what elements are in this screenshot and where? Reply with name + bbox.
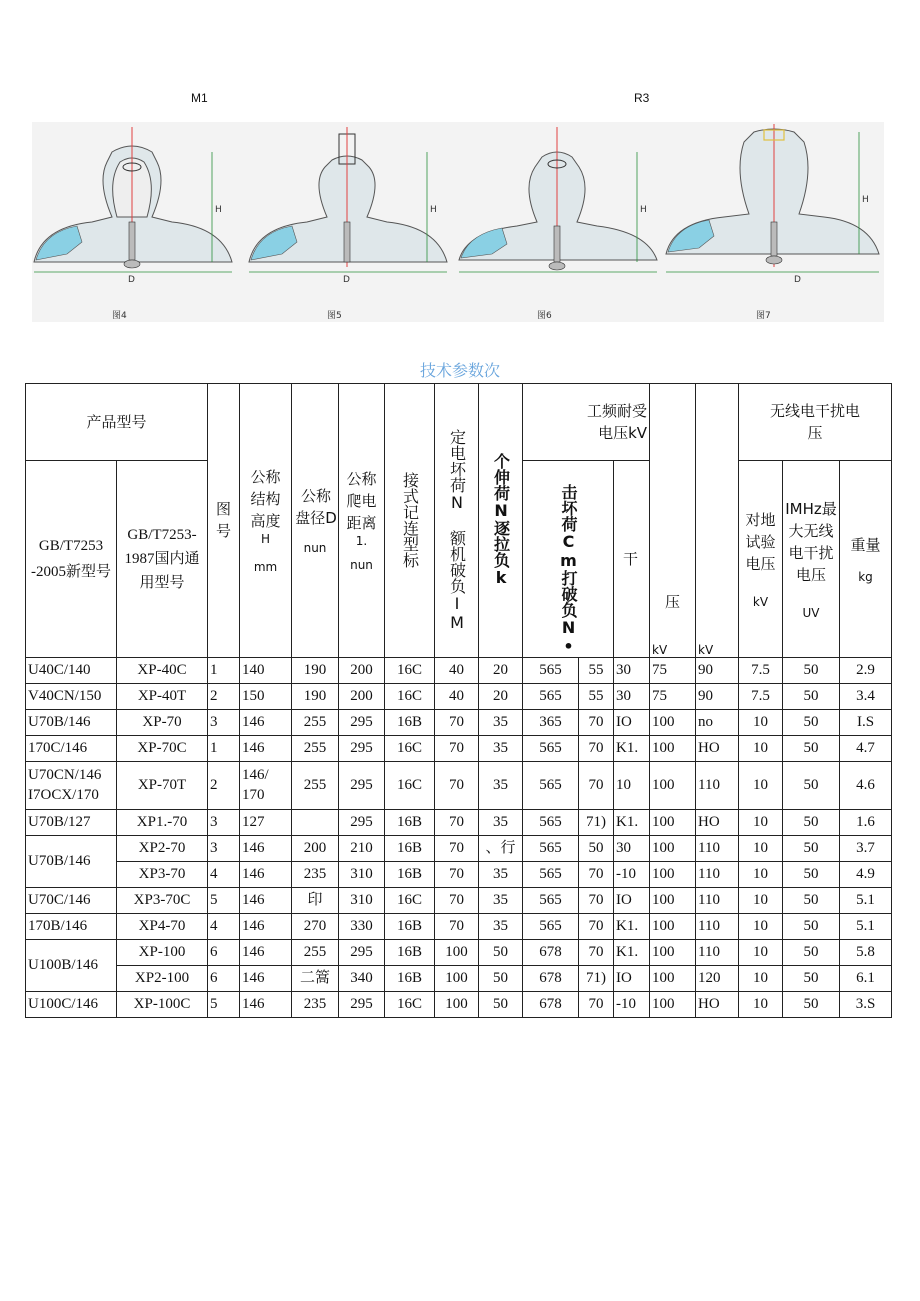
table-cell-b: XP3-70C [117, 887, 208, 913]
table-cell-l: IO [614, 887, 650, 913]
table-cell-f: 295 [339, 809, 385, 835]
header-radio-interference: 无线电干扰电压 [739, 384, 892, 461]
table-cell-m: 100 [650, 991, 696, 1017]
table-cell-o: 10 [739, 861, 783, 887]
table-cell-j: 565 [523, 735, 579, 761]
table-cell-a: U70B/146 [26, 835, 117, 887]
table-cell-n: 110 [696, 861, 739, 887]
header-figure-no: 图号 [208, 384, 240, 658]
header-wet: 干 [614, 461, 650, 657]
caption-fig6: 图6 [537, 311, 552, 321]
table-cell-n: 110 [696, 887, 739, 913]
table-cell-q: 4.9 [840, 861, 892, 887]
table-row [26, 913, 892, 939]
table-cell-e: 190 [292, 683, 339, 709]
table-cell-h: 70 [435, 887, 479, 913]
table-cell-c: 1 [208, 657, 240, 683]
insulator-figures [32, 122, 884, 322]
dim-h-5: H [430, 205, 437, 215]
table-cell-e: 200 [292, 835, 339, 861]
table-cell-i: 50 [479, 939, 523, 965]
table-cell-o: 10 [739, 913, 783, 939]
table-row [26, 683, 892, 709]
table-cell-k: 71) [579, 965, 614, 991]
table-cell-q: 1.6 [840, 809, 892, 835]
dim-h-7: H [862, 195, 869, 205]
table-cell-g: 16B [385, 965, 435, 991]
table-cell-j: 678 [523, 965, 579, 991]
table-cell-a: U100B/146 [26, 939, 117, 991]
table-cell-p: 50 [783, 965, 840, 991]
table-cell-n: 110 [696, 913, 739, 939]
table-cell-k: 70 [579, 735, 614, 761]
table-cell-f: 210 [339, 835, 385, 861]
header-power-freq: 工频耐受电压kV [523, 384, 650, 461]
table-cell-g: 16C [385, 735, 435, 761]
table-cell-i: 35 [479, 709, 523, 735]
table-cell-c: 2 [208, 761, 240, 809]
table-cell-o: 10 [739, 761, 783, 809]
table-cell-l: 30 [614, 835, 650, 861]
table-row [26, 991, 892, 1017]
table-cell-b: XP2-70 [117, 835, 208, 861]
table-cell-i: 、行 [479, 835, 523, 861]
table-cell-c: 4 [208, 913, 240, 939]
table-cell-m: 100 [650, 913, 696, 939]
table-cell-f: 330 [339, 913, 385, 939]
table-cell-h: 100 [435, 939, 479, 965]
header-diameter: 公称盘径D nun [292, 384, 339, 658]
table-cell-d: 146 [240, 939, 292, 965]
table-cell-a: U100C/146 [26, 991, 117, 1017]
table-cell-c: 3 [208, 835, 240, 861]
table-cell-h: 70 [435, 861, 479, 887]
table-cell-d: 146 [240, 735, 292, 761]
insulator-drawings [32, 122, 884, 322]
table-cell-k: 70 [579, 913, 614, 939]
table-cell-p: 50 [783, 761, 840, 809]
table-cell-h: 100 [435, 991, 479, 1017]
table-cell-o: 10 [739, 735, 783, 761]
table-row [26, 965, 892, 991]
table-cell-f: 295 [339, 939, 385, 965]
table-cell-n: 110 [696, 835, 739, 861]
table-cell-e: 255 [292, 709, 339, 735]
table-cell-p: 50 [783, 735, 840, 761]
table-row [26, 735, 892, 761]
dim-d-5: D [343, 275, 350, 285]
table-cell-a: U70B/146 [26, 709, 117, 735]
table-cell-e: 255 [292, 939, 339, 965]
table-cell-k: 55 [579, 657, 614, 683]
table-cell-n: 90 [696, 657, 739, 683]
header-coupling: 接式记连型标 [385, 384, 435, 658]
table-cell-k: 55 [579, 683, 614, 709]
table-cell-c: 3 [208, 709, 240, 735]
table-row [26, 861, 892, 887]
table-cell-g: 16B [385, 809, 435, 835]
table-cell-b: XP-70T [117, 761, 208, 809]
table-cell-k: 70 [579, 991, 614, 1017]
table-row [26, 657, 892, 683]
table-cell-d: 146 [240, 709, 292, 735]
table-cell-q: 3.4 [840, 683, 892, 709]
table-cell-e: 255 [292, 761, 339, 809]
table-cell-q: 4.7 [840, 735, 892, 761]
table-cell-c: 5 [208, 887, 240, 913]
table-cell-m: 100 [650, 861, 696, 887]
table-cell-n: 90 [696, 683, 739, 709]
table-cell-j: 678 [523, 991, 579, 1017]
header-tension: 个伸荷N逐拉负k [479, 384, 523, 658]
table-cell-c: 1 [208, 735, 240, 761]
table-cell-d: 146 [240, 965, 292, 991]
table-cell-d: 127 [240, 809, 292, 835]
table-cell-f: 340 [339, 965, 385, 991]
table-cell-p: 50 [783, 887, 840, 913]
table-cell-l: K1. [614, 809, 650, 835]
table-cell-m: 100 [650, 965, 696, 991]
table-cell-h: 70 [435, 835, 479, 861]
table-cell-b: XP4-70 [117, 913, 208, 939]
table-cell-f: 200 [339, 657, 385, 683]
table-cell-b: XP-100C [117, 991, 208, 1017]
table-cell-e: 印 [292, 887, 339, 913]
table-cell-a: 170C/146 [26, 735, 117, 761]
table-row [26, 835, 892, 861]
figure-label-m1: M1 [191, 91, 208, 105]
table-cell-l: IO [614, 709, 650, 735]
dim-d-7: D [794, 275, 801, 285]
table-cell-g: 16B [385, 861, 435, 887]
table-cell-m: 100 [650, 887, 696, 913]
table-cell-f: 200 [339, 683, 385, 709]
table-cell-n: 110 [696, 761, 739, 809]
table-cell-l: 30 [614, 657, 650, 683]
header-gb1987: GB/T7253-1987国内通用型号 [117, 461, 208, 658]
table-cell-k: 50 [579, 835, 614, 861]
table-cell-o: 7.5 [739, 657, 783, 683]
header-gb2005: GB/T7253 -2005新型号 [26, 461, 117, 658]
figure-label-r3: R3 [634, 91, 650, 105]
header-mhz: IMHz最大无线电干扰电压 UV [783, 461, 840, 658]
table-cell-m: 100 [650, 835, 696, 861]
dim-h-4: H [215, 205, 222, 215]
header-pressure: 压 kV [650, 384, 696, 658]
dim-h-6: H [640, 205, 647, 215]
table-cell-n: no [696, 709, 739, 735]
table-cell-o: 10 [739, 887, 783, 913]
table-cell-d: 140 [240, 657, 292, 683]
table-cell-b: XP-40T [117, 683, 208, 709]
table-cell-d: 150 [240, 683, 292, 709]
table-cell-h: 70 [435, 735, 479, 761]
table-cell-a: U70C/146 [26, 887, 117, 913]
table-cell-g: 16C [385, 657, 435, 683]
table-cell-q: 5.8 [840, 939, 892, 965]
table-cell-f: 295 [339, 761, 385, 809]
table-row [26, 709, 892, 735]
table-cell-q: I.S [840, 709, 892, 735]
table-cell-m: 100 [650, 709, 696, 735]
tech-params-table [25, 383, 892, 1018]
table-cell-m: 100 [650, 809, 696, 835]
table-cell-i: 35 [479, 861, 523, 887]
caption-fig5: 图5 [327, 311, 342, 321]
table-cell-a: U40C/140 [26, 657, 117, 683]
table-cell-d: 146 [240, 913, 292, 939]
table-cell-q: 2.9 [840, 657, 892, 683]
table-cell-e: 255 [292, 735, 339, 761]
table-cell-e: 二篙 [292, 965, 339, 991]
table-cell-k: 70 [579, 861, 614, 887]
table-cell-j: 565 [523, 683, 579, 709]
header-creepage: 公称爬电距离 1. nun [339, 384, 385, 658]
table-cell-b: XP3-70 [117, 861, 208, 887]
table-cell-h: 40 [435, 683, 479, 709]
table-cell-n: HO [696, 735, 739, 761]
table-cell-h: 70 [435, 761, 479, 809]
table-cell-h: 70 [435, 709, 479, 735]
table-cell-k: 70 [579, 939, 614, 965]
table-cell-c: 6 [208, 939, 240, 965]
header-product-model: 产品型号 [26, 384, 208, 461]
table-cell-n: HO [696, 809, 739, 835]
table-cell-i: 35 [479, 887, 523, 913]
header-kv: kV [696, 384, 739, 658]
table-cell-f: 295 [339, 709, 385, 735]
table-cell-b: XP-70C [117, 735, 208, 761]
table-cell-i: 50 [479, 965, 523, 991]
table-cell-e: 235 [292, 991, 339, 1017]
table-cell-p: 50 [783, 835, 840, 861]
caption-fig4: 图4 [112, 311, 127, 321]
table-cell-k: 70 [579, 709, 614, 735]
caption-fig7: 图7 [756, 311, 771, 321]
table-cell-i: 35 [479, 809, 523, 835]
table-cell-g: 16B [385, 939, 435, 965]
table-cell-c: 3 [208, 809, 240, 835]
table-cell-j: 678 [523, 939, 579, 965]
table-cell-l: 30 [614, 683, 650, 709]
dim-d-4: D [128, 275, 135, 285]
table-cell-g: 16C [385, 761, 435, 809]
table-cell-l: -10 [614, 861, 650, 887]
table-cell-l: 10 [614, 761, 650, 809]
table-cell-m: 100 [650, 761, 696, 809]
table-cell-j: 565 [523, 887, 579, 913]
table-cell-o: 10 [739, 965, 783, 991]
table-cell-o: 10 [739, 991, 783, 1017]
table-row [26, 887, 892, 913]
table-cell-c: 6 [208, 965, 240, 991]
table-cell-k: 70 [579, 761, 614, 809]
table-cell-f: 310 [339, 887, 385, 913]
table-cell-h: 70 [435, 913, 479, 939]
table-cell-g: 16C [385, 991, 435, 1017]
table-body [26, 657, 892, 1017]
header-weight: 重量 kg [840, 461, 892, 658]
table-cell-m: 75 [650, 657, 696, 683]
table-cell-a: U70CN/146 I7OCX/170 [26, 761, 117, 809]
table-cell-o: 7.5 [739, 683, 783, 709]
table-cell-q: 4.6 [840, 761, 892, 809]
table-cell-g: 16C [385, 887, 435, 913]
table-cell-j: 565 [523, 861, 579, 887]
table-cell-f: 310 [339, 861, 385, 887]
table-cell-q: 5.1 [840, 887, 892, 913]
table-cell-o: 10 [739, 809, 783, 835]
table-cell-i: 35 [479, 735, 523, 761]
table-cell-g: 16B [385, 913, 435, 939]
table-cell-p: 50 [783, 809, 840, 835]
table-cell-b: XP-40C [117, 657, 208, 683]
table-cell-q: 3.7 [840, 835, 892, 861]
table-cell-l: K1. [614, 735, 650, 761]
table-cell-d: 146 [240, 991, 292, 1017]
table-cell-p: 50 [783, 939, 840, 965]
table-cell-d: 146 [240, 887, 292, 913]
table-cell-j: 565 [523, 835, 579, 861]
table-cell-m: 100 [650, 735, 696, 761]
header-ground-test: 对地试验电压 kV [739, 461, 783, 658]
table-cell-m: 100 [650, 939, 696, 965]
table-cell-b: XP-100 [117, 939, 208, 965]
table-cell-j: 565 [523, 761, 579, 809]
table-cell-d: 146 [240, 835, 292, 861]
table-cell-f: 295 [339, 735, 385, 761]
table-cell-h: 40 [435, 657, 479, 683]
table-cell-p: 50 [783, 709, 840, 735]
table-cell-j: 365 [523, 709, 579, 735]
table-cell-e: 270 [292, 913, 339, 939]
table-cell-q: 5.1 [840, 913, 892, 939]
header-impact: 击坏荷Cm打破负N• [523, 461, 614, 658]
table-cell-o: 10 [739, 835, 783, 861]
table-cell-g: 16B [385, 709, 435, 735]
table-cell-p: 50 [783, 991, 840, 1017]
table-cell-b: XP2-100 [117, 965, 208, 991]
table-cell-c: 4 [208, 861, 240, 887]
table-cell-i: 20 [479, 657, 523, 683]
table-cell-l: K1. [614, 939, 650, 965]
table-cell-e [292, 809, 339, 835]
table-cell-e: 190 [292, 657, 339, 683]
table-cell-k: 70 [579, 887, 614, 913]
table-cell-i: 35 [479, 913, 523, 939]
table-cell-l: -10 [614, 991, 650, 1017]
table-cell-n: 110 [696, 939, 739, 965]
table-cell-j: 565 [523, 913, 579, 939]
table-cell-o: 10 [739, 939, 783, 965]
table-cell-c: 2 [208, 683, 240, 709]
table-cell-l: K1. [614, 913, 650, 939]
table-cell-j: 565 [523, 657, 579, 683]
table-row [26, 809, 892, 835]
table-cell-a: V40CN/150 [26, 683, 117, 709]
header-height: 公称结构高度 H mm [240, 384, 292, 658]
table-cell-d: 146 [240, 861, 292, 887]
table-cell-o: 10 [739, 709, 783, 735]
table-cell-n: 120 [696, 965, 739, 991]
table-row [26, 939, 892, 965]
table-cell-f: 295 [339, 991, 385, 1017]
table-title: 技术参数次 [419, 361, 500, 380]
table-cell-b: XP-70 [117, 709, 208, 735]
table-cell-e: 235 [292, 861, 339, 887]
table-row [26, 761, 892, 809]
table-cell-a: 170B/146 [26, 913, 117, 939]
table-cell-j: 565 [523, 809, 579, 835]
table-cell-d: 146/ 170 [240, 761, 292, 809]
table-cell-p: 50 [783, 657, 840, 683]
table-cell-i: 35 [479, 761, 523, 809]
table-cell-i: 20 [479, 683, 523, 709]
table-cell-i: 50 [479, 991, 523, 1017]
table-cell-m: 75 [650, 683, 696, 709]
table-cell-n: HO [696, 991, 739, 1017]
table-cell-c: 5 [208, 991, 240, 1017]
table-cell-p: 50 [783, 913, 840, 939]
table-cell-g: 16C [385, 683, 435, 709]
table-cell-a: U70B/127 [26, 809, 117, 835]
table-cell-q: 3.S [840, 991, 892, 1017]
table-cell-p: 50 [783, 861, 840, 887]
table-cell-l: IO [614, 965, 650, 991]
table-cell-q: 6.1 [840, 965, 892, 991]
table-cell-b: XP1.-70 [117, 809, 208, 835]
table-cell-h: 70 [435, 809, 479, 835]
table-cell-g: 16B [385, 835, 435, 861]
table-cell-h: 100 [435, 965, 479, 991]
table-cell-p: 50 [783, 683, 840, 709]
table-cell-k: 71) [579, 809, 614, 835]
header-rated-load: 定电坏荷N 额机破负IM [435, 384, 479, 658]
